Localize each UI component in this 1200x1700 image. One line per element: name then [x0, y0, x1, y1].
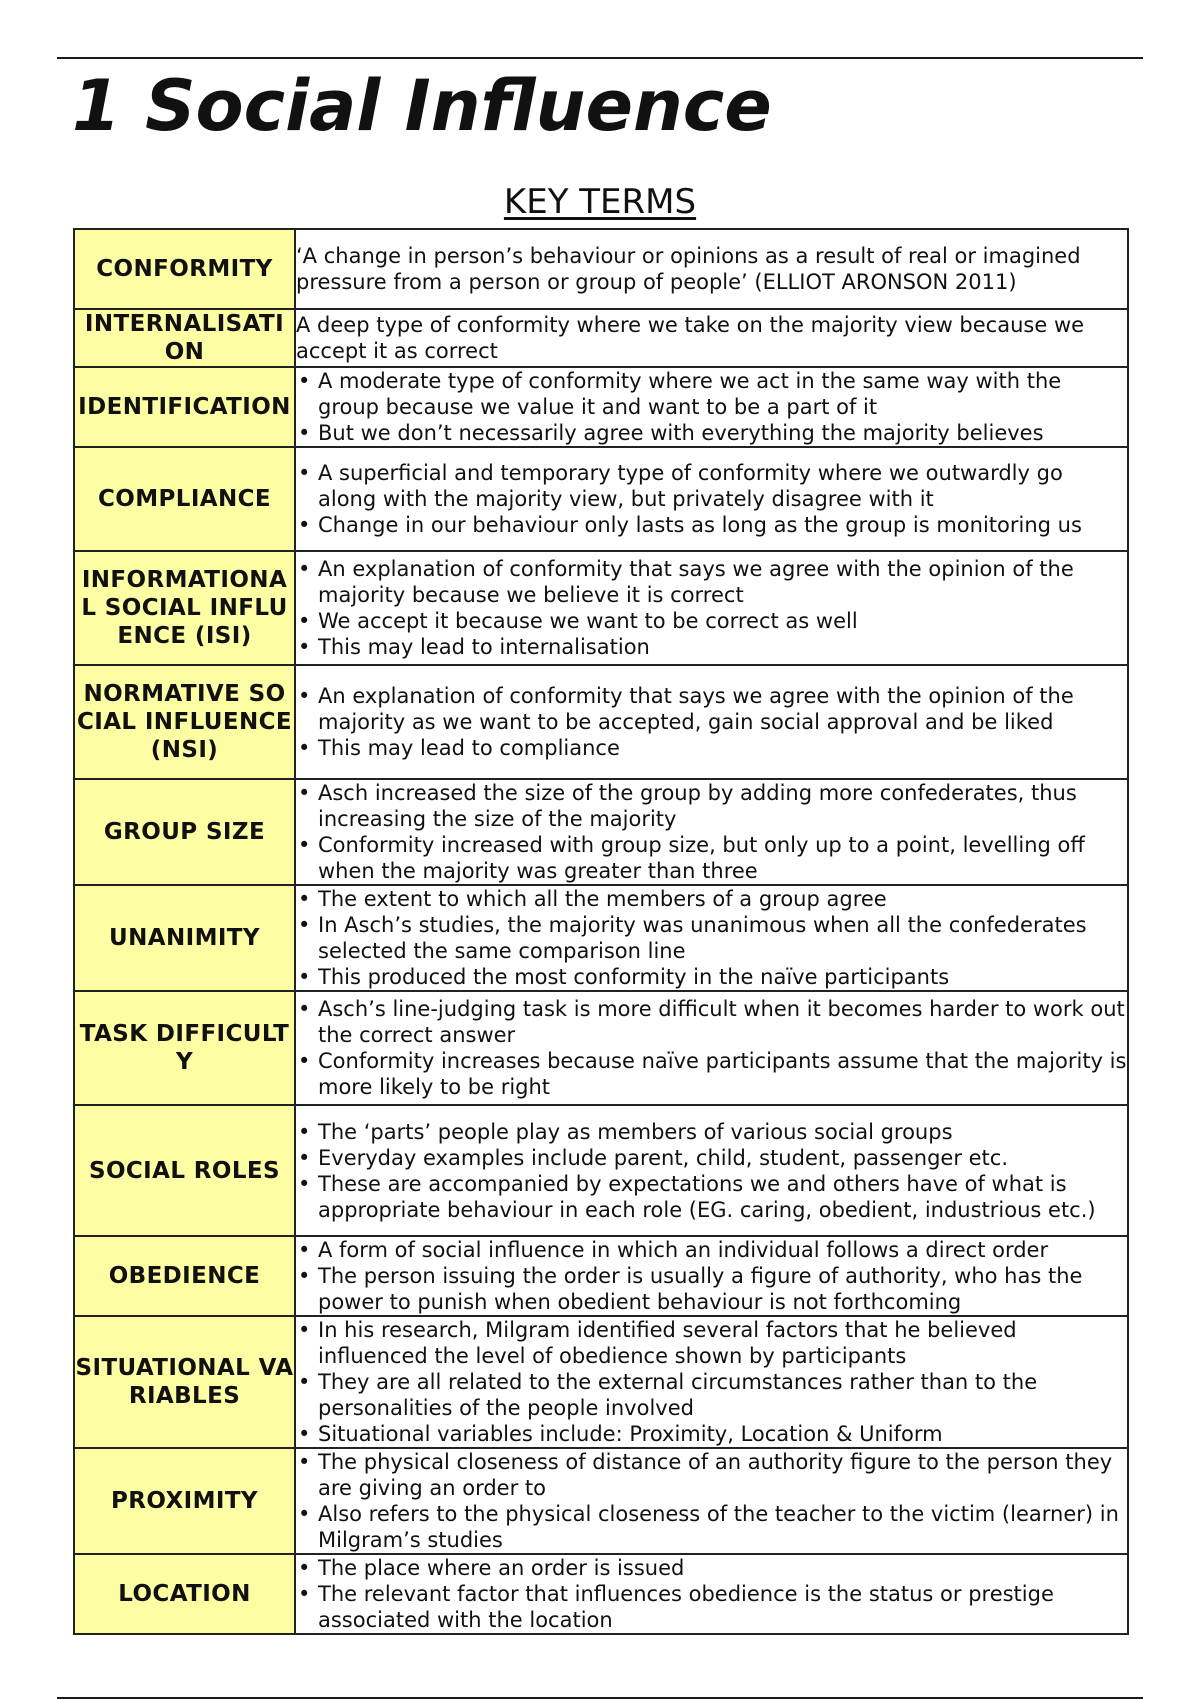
term-name: UNANIMITY — [74, 885, 295, 991]
definition-bullet: • The physical closeness of distance of an authority figure to the person they are giving an order to — [296, 1449, 1127, 1501]
definition-bullet: • These are accompanied by expectations we and others have of what is appropriate behaviour in each role (EG. caring, obedient, industrious etc.) — [296, 1171, 1127, 1223]
term-name: INTERNALISATION — [74, 309, 295, 367]
term-definition — [295, 367, 1128, 447]
definition-bullet: • The place where an order is issued — [296, 1555, 1127, 1581]
definition-text: ‘A change in person’s behaviour or opinions as a result of real or imagined pressure from a person or group of people’ (ELLIOT ARONSON 2011) — [296, 244, 1081, 294]
definition-bullet: • We accept it because we want to be correct as well — [296, 608, 1127, 634]
term-row — [74, 367, 1128, 447]
term-row — [74, 665, 1128, 779]
definition-bullet: • This may lead to compliance — [296, 735, 1127, 761]
term-name: TASK DIFFICULTY — [74, 991, 295, 1105]
term-definition — [295, 1316, 1128, 1448]
term-name: GROUP SIZE — [74, 779, 295, 885]
definition-bullets — [296, 1555, 1127, 1633]
definition-bullet: • In his research, Milgram identified several factors that he believed influenced the level of obedience shown by participants — [296, 1317, 1127, 1369]
definition-bullet: • An explanation of conformity that says we agree with the opinion of the majority because we believe it is correct — [296, 556, 1127, 608]
definition-bullet: • But we don’t necessarily agree with everything the majority believes — [296, 420, 1127, 446]
term-name: LOCATION — [74, 1554, 295, 1634]
definition-bullet: • They are all related to the external circumstances rather than to the personalities of the people involved — [296, 1369, 1127, 1421]
definition-bullet: • The ‘parts’ people play as members of various social groups — [296, 1119, 1127, 1145]
definition-bullet: • A form of social influence in which an individual follows a direct order — [296, 1237, 1127, 1263]
term-row — [74, 1448, 1128, 1554]
term-definition — [295, 665, 1128, 779]
definition-bullet: • A moderate type of conformity where we act in the same way with the group because we value it and want to be a part of it — [296, 368, 1127, 420]
term-definition — [295, 309, 1128, 367]
definition-bullet: • The extent to which all the members of a group agree — [296, 886, 1127, 912]
definition-bullet: • Conformity increases because naïve participants assume that the majority is more likely to be right — [296, 1048, 1127, 1100]
key-terms-body — [74, 229, 1128, 1634]
term-name: INFORMATIONAL SOCIAL INFLUENCE (ISI) — [74, 551, 295, 665]
section-heading: KEY TERMS — [503, 182, 697, 222]
term-row — [74, 447, 1128, 551]
definition-bullet: • This produced the most conformity in the naïve participants — [296, 964, 1127, 990]
term-name: NORMATIVE SOCIAL INFLUENCE (NSI) — [74, 665, 295, 779]
definition-bullets — [296, 780, 1127, 884]
definition-bullet: • Asch increased the size of the group by adding more confederates, thus increasing the size of the majority — [296, 780, 1127, 832]
definition-bullets — [296, 460, 1127, 538]
key-terms-table — [73, 228, 1129, 1635]
definition-bullets — [296, 996, 1127, 1100]
term-name: COMPLIANCE — [74, 447, 295, 551]
definition-bullet: • The person issuing the order is usually a figure of authority, who has the power to punish when obedient behaviour is not forthcoming — [296, 1263, 1127, 1315]
term-row — [74, 309, 1128, 367]
definition-bullets — [296, 1237, 1127, 1315]
page-title: 1 Social Influence — [72, 65, 772, 147]
term-definition — [295, 1105, 1128, 1236]
definition-bullets — [296, 556, 1127, 660]
term-row — [74, 1236, 1128, 1316]
term-name: IDENTIFICATION — [74, 367, 295, 447]
definition-bullets — [296, 1317, 1127, 1447]
definition-bullet: • The relevant factor that influences obedience is the status or prestige associated with the location — [296, 1581, 1127, 1633]
definition-bullets — [296, 1119, 1127, 1223]
definition-bullet: • Change in our behaviour only lasts as long as the group is monitoring us — [296, 512, 1127, 538]
term-definition — [295, 551, 1128, 665]
definition-bullets — [296, 368, 1127, 446]
term-name: SOCIAL ROLES — [74, 1105, 295, 1236]
term-definition — [295, 1554, 1128, 1634]
definition-bullet: • Asch’s line-judging task is more difficult when it becomes harder to work out the correct answer — [296, 996, 1127, 1048]
definition-bullet: • Conformity increased with group size, but only up to a point, levelling off when the majority was greater than three — [296, 832, 1127, 884]
bottom-rule — [57, 1697, 1143, 1699]
top-rule — [57, 57, 1143, 59]
definition-bullet: • Situational variables include: Proximity, Location & Uniform — [296, 1421, 1127, 1447]
definition-bullet: • Also refers to the physical closeness of the teacher to the victim (learner) in Milgram’s studies — [296, 1501, 1127, 1553]
definition-text: A deep type of conformity where we take on the majority view because we accept it as correct — [296, 313, 1085, 363]
definition-bullets — [296, 683, 1127, 761]
term-definition — [295, 991, 1128, 1105]
term-name: SITUATIONAL VARIABLES — [74, 1316, 295, 1448]
definition-bullet: • An explanation of conformity that says we agree with the opinion of the majority as we want to be accepted, gain social approval and be liked — [296, 683, 1127, 735]
term-row — [74, 1554, 1128, 1634]
definition-bullet: • Everyday examples include parent, child, student, passenger etc. — [296, 1145, 1127, 1171]
definition-bullet: • This may lead to internalisation — [296, 634, 1127, 660]
term-row — [74, 1105, 1128, 1236]
term-name: PROXIMITY — [74, 1448, 295, 1554]
term-definition — [295, 1236, 1128, 1316]
term-row — [74, 551, 1128, 665]
definition-bullet: • A superficial and temporary type of conformity where we outwardly go along with the majority view, but privately disagree with it — [296, 460, 1127, 512]
term-row — [74, 779, 1128, 885]
term-definition — [295, 779, 1128, 885]
term-row — [74, 885, 1128, 991]
definition-bullet: • In Asch’s studies, the majority was unanimous when all the confederates selected the same comparison line — [296, 912, 1127, 964]
term-row — [74, 991, 1128, 1105]
term-definition — [295, 447, 1128, 551]
term-row — [74, 1316, 1128, 1448]
term-definition — [295, 1448, 1128, 1554]
term-name: OBEDIENCE — [74, 1236, 295, 1316]
term-definition — [295, 885, 1128, 991]
term-row — [74, 229, 1128, 309]
term-name: CONFORMITY — [74, 229, 295, 309]
definition-bullets — [296, 1449, 1127, 1553]
term-definition — [295, 229, 1128, 309]
definition-bullets — [296, 886, 1127, 990]
